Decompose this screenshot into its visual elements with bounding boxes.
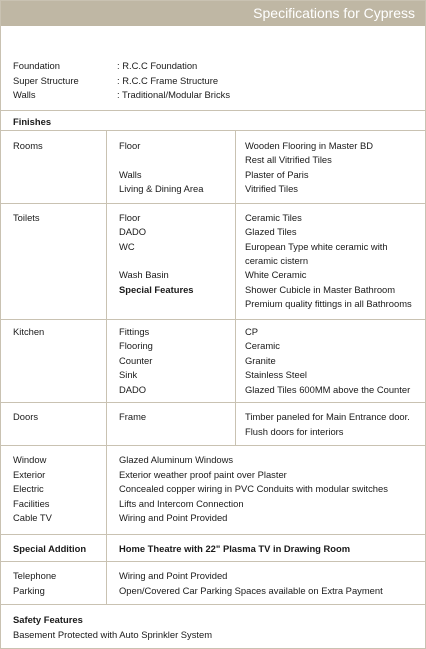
- misc-label: Window: [13, 454, 47, 465]
- rooms-label-cell: [1, 131, 106, 204]
- spec-text: Glazed Tiles 600MM above the Counter: [245, 384, 411, 395]
- spec-text: Vitrified Tiles: [245, 183, 298, 194]
- misc-row: [1, 445, 425, 535]
- rooms-specs-cell: [235, 131, 426, 204]
- misc-label: Exterior: [13, 469, 46, 480]
- spec-text: CP: [245, 326, 259, 337]
- special-addition-label: Special Addition: [13, 543, 87, 554]
- list-item: Flooring: [119, 340, 153, 351]
- services-value: Wiring and Point Provided: [119, 570, 228, 581]
- spec-text: Glazed Tiles: [245, 226, 297, 237]
- spec-text: Ceramic Tiles: [245, 212, 302, 223]
- misc-label: Cable TV: [13, 512, 52, 523]
- spec-text: Flush doors for interiors: [245, 426, 344, 437]
- safety-label: Safety Features: [13, 614, 83, 625]
- rooms-row: [1, 130, 425, 204]
- list-item: Fittings: [119, 326, 150, 337]
- special-addition-value: Home Theatre with 22" Plasma TV in Drawing Room: [119, 543, 351, 554]
- kitchen-label-cell: [1, 320, 106, 403]
- services-row: [1, 561, 425, 605]
- spec-text: White Ceramic: [245, 269, 307, 280]
- finishes-heading: Finishes: [13, 116, 52, 127]
- spec-text: ceramic cistern: [245, 255, 309, 266]
- misc-label: Electric: [13, 483, 44, 494]
- spec-text: Timber paneled for Main Entrance door.: [245, 411, 410, 422]
- doors-specs-cell: [235, 403, 426, 446]
- finishes-heading-row: [1, 110, 425, 131]
- spec-text: Shower Cubicle in Master Bathroom: [245, 284, 396, 295]
- spec-text: European Type white ceramic with: [245, 241, 388, 252]
- spec-text: Plaster of Paris: [245, 169, 309, 180]
- intro-value: : R.C.C Frame Structure: [117, 75, 219, 86]
- spec-text: Rest all Vitrified Tiles: [245, 154, 332, 165]
- list-item: Floor: [119, 140, 141, 151]
- misc-value: Lifts and Intercom Connection: [119, 498, 244, 509]
- list-item: Special Features: [119, 284, 194, 295]
- intro-value: : Traditional/Modular Bricks: [117, 89, 231, 100]
- misc-value: Glazed Aluminum Windows: [119, 454, 234, 465]
- list-item: Living & Dining Area: [119, 183, 204, 194]
- kitchen-items-cell: [106, 320, 236, 403]
- services-label: Telephone: [13, 570, 57, 581]
- spec-text: Granite: [245, 355, 276, 366]
- intro-label: Foundation: [13, 60, 60, 71]
- intro-label: Walls: [13, 89, 36, 100]
- list-item: Wash Basin: [119, 269, 169, 280]
- toilets-items-cell: [106, 204, 236, 320]
- misc-label: Facilities: [13, 498, 50, 509]
- doors-row: [1, 402, 425, 446]
- misc-value: Wiring and Point Provided: [119, 512, 228, 523]
- list-item: WC: [119, 241, 135, 252]
- services-labels-cell: [1, 562, 106, 605]
- misc-labels-cell: [1, 446, 106, 535]
- spec-text: Stainless Steel: [245, 369, 308, 380]
- list-item: Floor: [119, 212, 141, 223]
- list-item: Counter: [119, 355, 153, 366]
- toilets-label: Toilets: [13, 212, 40, 223]
- misc-values-cell: [106, 446, 426, 535]
- doors-label-cell: [1, 403, 106, 446]
- misc-value: Concealed copper wiring in PVC Conduits with modular switches: [119, 483, 388, 494]
- intro-label: Super Structure: [13, 75, 79, 86]
- misc-value: Exterior weather proof paint over Plaster: [119, 469, 287, 480]
- rooms-items-cell: [106, 131, 236, 204]
- list-item: Walls: [119, 169, 142, 180]
- toilets-specs-cell: [235, 204, 426, 320]
- safety-row: [1, 604, 425, 649]
- spec-text: Premium quality fittings in all Bathrooms: [245, 298, 412, 309]
- kitchen-specs-cell: [235, 320, 426, 403]
- special-addition-label-cell: [1, 535, 106, 562]
- intro-value: : R.C.C Foundation: [117, 60, 198, 71]
- services-values-cell: [106, 562, 426, 605]
- services-label: Parking: [13, 585, 45, 596]
- page-title: Specifications for Cypress: [1, 1, 425, 26]
- special-addition-value-cell: [106, 535, 426, 562]
- special-addition-row: [1, 534, 425, 562]
- list-item: Frame: [119, 411, 147, 422]
- list-item: Sink: [119, 369, 138, 380]
- list-item: DADO: [119, 384, 147, 395]
- safety-value: Basement Protected with Auto Sprinkler System: [13, 629, 213, 640]
- doors-items-cell: [106, 403, 236, 446]
- doors-label: Doors: [13, 411, 39, 422]
- spec-text: Ceramic: [245, 340, 280, 351]
- list-item: DADO: [119, 226, 147, 237]
- toilets-label-cell: [1, 204, 106, 320]
- services-value: Open/Covered Car Parking Spaces available on Extra Payment: [119, 585, 383, 596]
- kitchen-label: Kitchen: [13, 326, 45, 337]
- toilets-row: [1, 203, 425, 320]
- rooms-label: Rooms: [13, 140, 43, 151]
- kitchen-row: [1, 319, 425, 403]
- spec-text: Wooden Flooring in Master BD: [245, 140, 374, 151]
- intro-section: [1, 26, 425, 110]
